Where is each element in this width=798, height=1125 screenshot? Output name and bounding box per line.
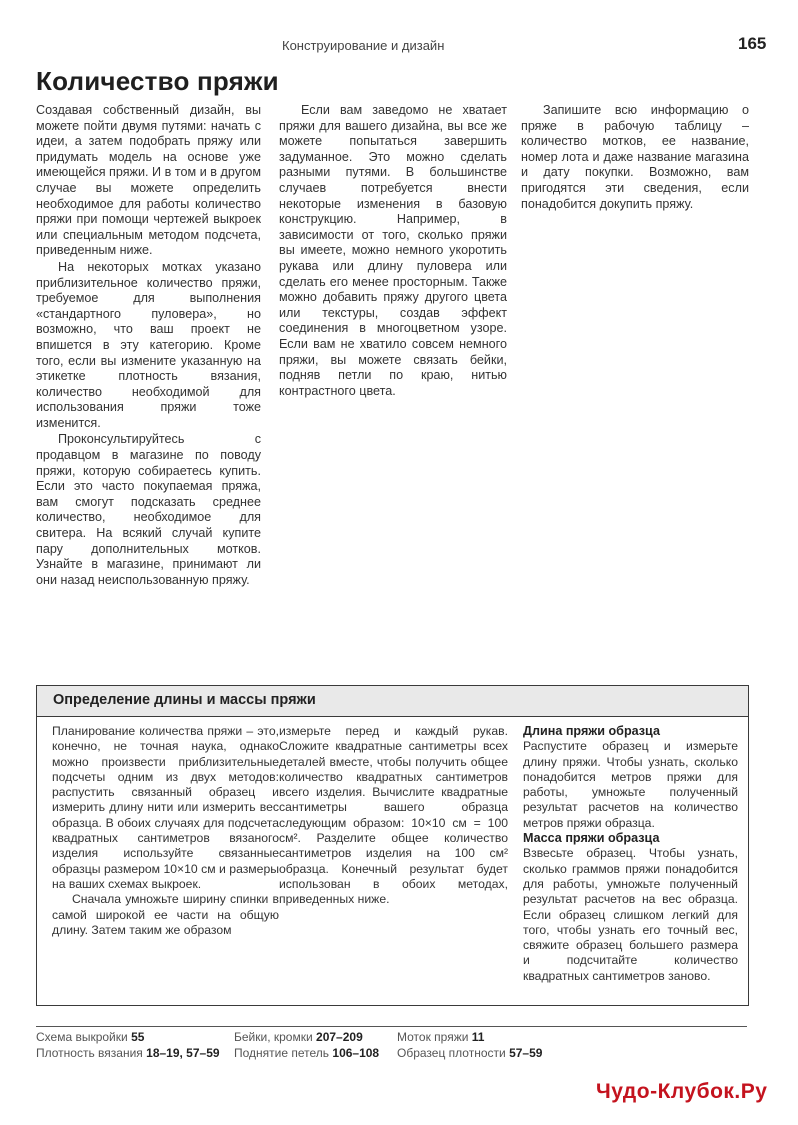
mass-text: Взвесьте образец. Чтобы узнать, сколько граммов пряжи понадобится для работы, умножьте полученный результат расчетов на вес образца. Если образец слишком легкий для того, чтобы узнать его точный вес, свяжите образец большего размера и подсчитайте количество квадратных сантиметров заново. bbox=[523, 846, 738, 983]
paragraph: Проконсультируйтесь с продавцом в магазине по поводу пряжи, которую собираетесь купить. Если это часто покупаемая пряжа, вам смогут подсказать среднее количество, необходимое для свитера. На всякий случай купите пару дополнительных мотков. Узнайте в магазине, принимают ли они назад неиспользованную пряжу. bbox=[36, 432, 261, 587]
cross-reference-group-2 bbox=[234, 1029, 379, 1061]
info-box-column-2 bbox=[279, 724, 508, 908]
footer-divider bbox=[36, 1026, 747, 1027]
cross-reference: Образец плотности 57–59 bbox=[397, 1046, 543, 1060]
info-box-header bbox=[37, 686, 748, 717]
paragraph: Запишите всю информацию о пряже в рабочую таблицу – количество мотков, ее название, номер лота и даже название магазина и дату покупки. Возможно, вам пригодятся эти сведения, если понадобится докупить пряжу. bbox=[521, 103, 749, 211]
paragraph: На некоторых мотках указано приблизительное количество пряжи, требуемое для выполнения «стандартного пуловера», но возможно, что ваш проект не впишется в эту категорию. Кроме того, если вы измените указанную на этикетке плотность вязания, количество необходимой для использования пряжи тоже изменится. bbox=[36, 259, 261, 430]
length-text: Распустите образец и измерьте длину пряжи. Чтобы узнать, сколько понадобится метров пряжи для работы, умножьте полученный результат расчетов на количество метров пряжи образца. bbox=[523, 739, 738, 830]
paragraph: Планирование количества пряжи – это, конечно, не точная наука, однако можно произвести приблизительные подсчеты одним из двух методов: распустить связанный образец и измерить длину нити или измерить вес образца. В обоих случаях для подсчета квадратных сантиметров вязаного изделия используйте связанные образцы размером 10×10 см и размеры на ваших схемах выкроек. bbox=[52, 724, 279, 891]
cross-reference-group-1 bbox=[36, 1029, 220, 1061]
mass-heading: Масса пряжи образца bbox=[523, 831, 660, 846]
cross-reference-pages: 57–59 bbox=[509, 1046, 543, 1060]
cross-reference-pages: 106–108 bbox=[332, 1046, 380, 1060]
body-column-1 bbox=[36, 103, 261, 588]
running-header-section: Конструирование и дизайн bbox=[282, 38, 445, 53]
paragraph: Если вам заведомо не хватает пряжи для вашего дизайна, вы все же можете попытаться завершить задуманное. Это можно сделать разными путями. В большинстве случаев потребуется внести некоторые изменения в базовую конструкцию. Например, в зависимости от того, сколько пряжи вы имеете, можно немного укоротить рукава или длину пуловера или сделать его менее просторным. Также можно добавить пряжу другого цвета или текстуры, создав эффект соединения в многоцветном узоре. Если вам не хватило совсем немного пряжи, вы можете связать бейки, подняв петли по краю, нитью контрастного цвета. bbox=[279, 103, 507, 398]
cross-reference: Моток пряжи 11 bbox=[397, 1030, 485, 1044]
info-box-column-1 bbox=[52, 724, 279, 938]
cross-reference: Плотность вязания 18–19, 57–59 bbox=[36, 1046, 220, 1060]
info-box-column-3 bbox=[523, 724, 738, 984]
cross-reference: Бейки, кромки 207–209 bbox=[234, 1030, 363, 1044]
paragraph: Сначала умножьте ширину спинки в самой широкой ее части на общую длину. Затем таким же образом bbox=[52, 892, 279, 937]
site-watermark: Чудо-Клубок.Ру bbox=[596, 1080, 768, 1103]
page-number: 165 bbox=[738, 34, 767, 53]
info-box bbox=[36, 685, 749, 1006]
cross-reference-pages: 18–19, 57–59 bbox=[146, 1046, 220, 1060]
page-title: Количество пряжи bbox=[36, 66, 279, 96]
body-column-2 bbox=[279, 103, 507, 399]
length-heading: Длина пряжи образца bbox=[523, 724, 660, 738]
cross-reference-group-3 bbox=[397, 1029, 542, 1061]
cross-reference: Поднятие петель 106–108 bbox=[234, 1046, 380, 1060]
cross-reference: Схема выкройки 55 bbox=[36, 1030, 145, 1044]
paragraph: измерьте перед и каждый рукав. Сложите квадратные сантиметры всех деталей вместе, чтобы получить общее количество квадратных сантиметров всего изделия. Вычислите квадратные сантиметры вашего образца следующим образом: 10×10 см = 100 см². Разделите общее количество сантиметров изделия на 100 см² образца. Конечный результат будет использован в обоих методах, приведенных ниже. bbox=[279, 724, 508, 907]
info-box-title: Определение длины и массы пряжи bbox=[53, 692, 316, 708]
cross-reference-pages: 207–209 bbox=[316, 1030, 363, 1044]
cross-reference-pages: 55 bbox=[131, 1030, 145, 1044]
cross-reference-pages: 11 bbox=[471, 1030, 485, 1044]
paragraph: Создавая собственный дизайн, вы можете пойти двумя путями: начать с идеи, а затем подобрать пряжу или придумать модель на основе уже имеющейся пряжи. И в том и в другом случае вы можете определить необходимое для работы количество пряжи при помощи чертежей выкроек или специальным методом подсчета, приведенным ниже. bbox=[36, 103, 261, 258]
body-column-3 bbox=[521, 103, 749, 212]
